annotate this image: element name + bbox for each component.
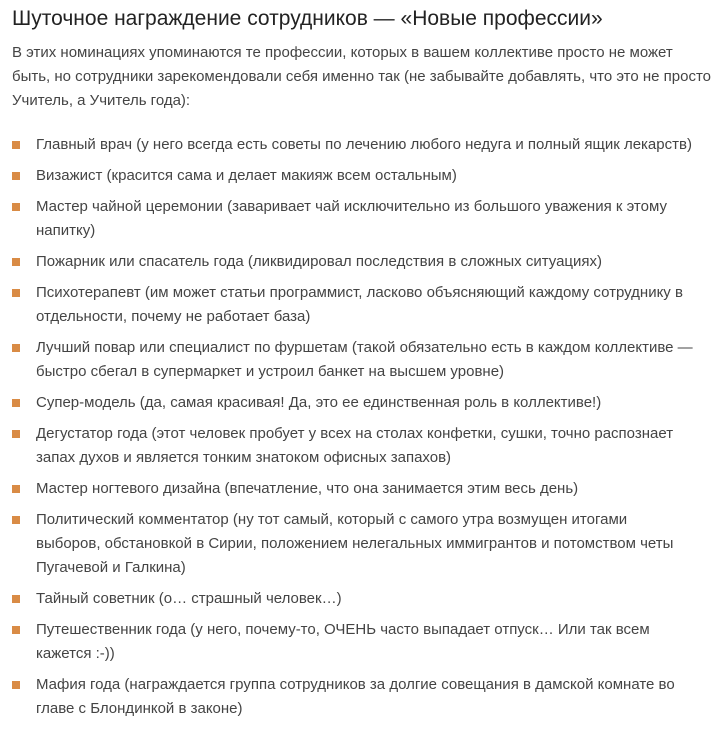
list-item — [12, 587, 712, 611]
square-bullet-icon — [12, 289, 20, 297]
intro-paragraph: В этих номинациях упоминаются те профессии, которых в вашем коллективе просто не может быть, но сотрудники зарекомендовали себя именно так (не забывайте добавлять, что это не просто Учитель, а Учитель года): — [12, 44, 712, 109]
list-item-text: Визажист (красится сама и делает макияж всем остальным) — [36, 167, 457, 184]
page-title: Шуточное награждение сотрудников — «Новые профессии» — [12, 7, 603, 30]
article — [12, 0, 712, 721]
square-bullet-icon — [12, 485, 20, 493]
list-item-text: Политический комментатор (ну тот самый, который с самого утра возмущен итогами выборов, обстановкой в Сирии, положением нелегальных иммигрантов и потомством четы Пугачевой и Галкина) — [36, 511, 674, 576]
square-bullet-icon — [12, 595, 20, 603]
list-item — [12, 391, 712, 415]
list-item — [12, 422, 712, 470]
square-bullet-icon — [12, 258, 20, 266]
square-bullet-icon — [12, 430, 20, 438]
nominations-list — [12, 133, 712, 721]
list-item-text: Дегустатор года (этот человек пробует у всех на столах конфетки, сушки, точно распознает запах духов и является тонким знатоком офисных запахов) — [36, 425, 674, 466]
square-bullet-icon — [12, 681, 20, 689]
list-item — [12, 281, 712, 329]
square-bullet-icon — [12, 172, 20, 180]
list-item-text: Мастер чайной церемонии (заваривает чай исключительно из большого уважения к этому напитку) — [36, 198, 667, 239]
square-bullet-icon — [12, 626, 20, 634]
square-bullet-icon — [12, 516, 20, 524]
list-item — [12, 250, 712, 274]
list-item — [12, 508, 712, 580]
list-item-text: Супер-модель (да, самая красивая! Да, это ее единственная роль в коллективе!) — [36, 394, 602, 411]
list-item-text: Психотерапевт (им может статьи программист, ласково объясняющий каждому сотруднику в отдельности, почему не работает база) — [36, 284, 683, 325]
list-item — [12, 673, 712, 721]
list-item-text: Тайный советник (о… страшный человек…) — [36, 590, 342, 607]
list-item — [12, 477, 712, 501]
list-item-text: Путешественник года (у него, почему-то, ОЧЕНЬ часто выпадает отпуск… Или так всем кажется :-)) — [36, 621, 650, 662]
square-bullet-icon — [12, 203, 20, 211]
list-item — [12, 618, 712, 666]
square-bullet-icon — [12, 399, 20, 407]
list-item-text: Пожарник или спасатель года (ликвидировал последствия в сложных ситуациях) — [36, 253, 603, 270]
list-item — [12, 336, 712, 384]
square-bullet-icon — [12, 141, 20, 149]
list-item-text: Мастер ногтевого дизайна (впечатление, что она занимается этим весь день) — [36, 480, 579, 497]
list-item — [12, 164, 712, 188]
list-item-text: Лучший повар или специалист по фуршетам (такой обязательно есть в каждом коллективе — быстро сбегал в супермаркет и устроил банкет на высшем уровне) — [36, 339, 693, 380]
list-item-text: Главный врач (у него всегда есть советы по лечению любого недуга и полный ящик лекарств) — [36, 136, 692, 153]
list-item — [12, 133, 712, 157]
list-item-text: Мафия года (награждается группа сотрудников за долгие совещания в дамской комнате во главе с Блондинкой в законе) — [36, 676, 675, 717]
square-bullet-icon — [12, 344, 20, 352]
list-item — [12, 195, 712, 243]
